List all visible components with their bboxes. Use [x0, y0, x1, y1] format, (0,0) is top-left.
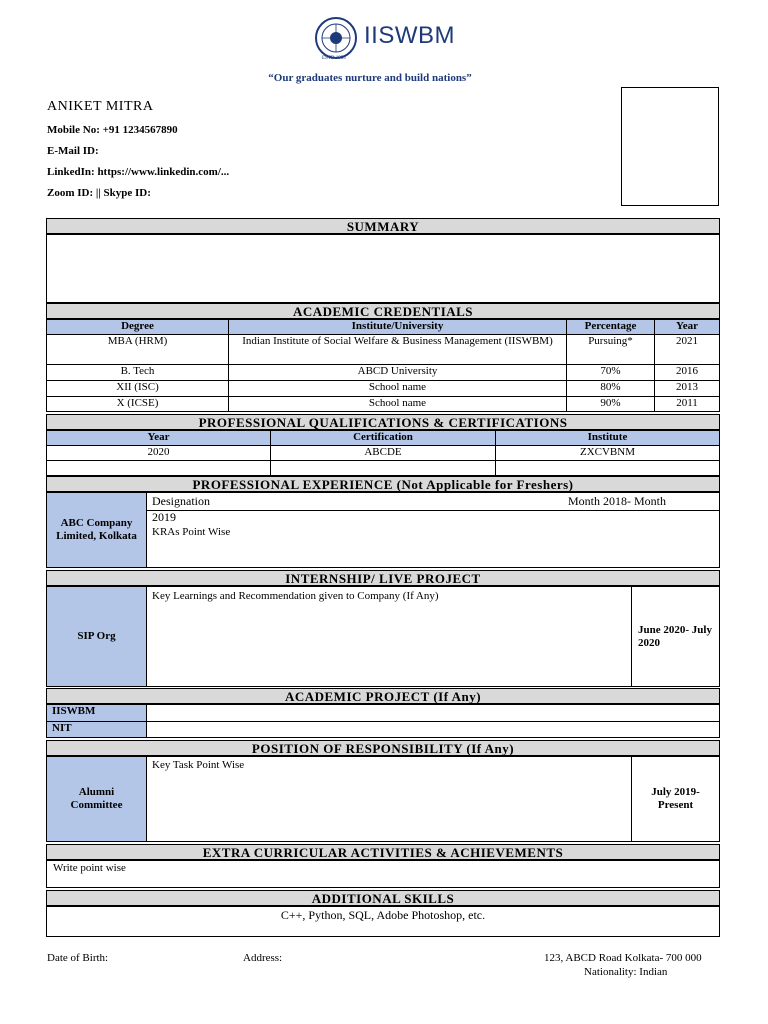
- certifications-heading: PROFESSIONAL QUALIFICATIONS & CERTIFICATIONS: [46, 414, 720, 430]
- experience-block: [46, 492, 720, 568]
- address-label: Address:: [243, 952, 283, 964]
- table-cell: School name: [228, 396, 567, 412]
- col-certification: Certification: [270, 430, 496, 446]
- col-cert-institute: Institute: [495, 430, 720, 446]
- responsibility-details-box: [146, 756, 632, 842]
- academic-project-row-iiswbm: IISWBM: [46, 704, 147, 722]
- internship-details: Key Learnings and Recommendation given to Company (If Any): [152, 590, 439, 602]
- table-cell: ABCDE: [270, 445, 496, 461]
- seal-icon: [314, 16, 358, 60]
- experience-company: ABC Company Limited, Kolkata: [46, 492, 147, 568]
- table-cell: X (ICSE): [46, 396, 229, 412]
- tagline: “Our graduates nurture and build nations”: [268, 72, 472, 84]
- col-percentage: Percentage: [566, 319, 655, 335]
- table-cell: 2020: [46, 445, 271, 461]
- email-id: E-Mail ID:: [47, 145, 99, 157]
- table-cell: 2021: [654, 334, 720, 365]
- experience-designation-row: [146, 492, 720, 511]
- col-degree: Degree: [46, 319, 229, 335]
- col-year: Year: [654, 319, 720, 335]
- experience-period-end: 2019: [152, 510, 176, 524]
- experience-details: [146, 510, 720, 568]
- table-cell: School name: [228, 380, 567, 397]
- table-cell: MBA (HRM): [46, 334, 229, 365]
- skills-box: [46, 906, 720, 937]
- table-cell-empty: [270, 460, 496, 476]
- responsibility-heading: POSITION OF RESPONSIBILITY (If Any): [46, 740, 720, 756]
- table-cell: 80%: [566, 380, 655, 397]
- responsibility-period: July 2019- Present: [631, 756, 720, 842]
- table-cell: 2011: [654, 396, 720, 412]
- zoom-skype-id: Zoom ID: || Skype ID:: [47, 187, 151, 199]
- table-cell: 70%: [566, 364, 655, 381]
- col-institute: Institute/University: [228, 319, 567, 335]
- responsibility-role: Alumni Committee: [46, 756, 147, 842]
- academic-table: [46, 319, 720, 412]
- table-cell-empty: [495, 460, 720, 476]
- address-value: 123, ABCD Road Kolkata- 700 000: [544, 952, 702, 964]
- table-cell: Indian Institute of Social Welfare & Business Management (IISWBM): [228, 334, 567, 365]
- internship-org: SIP Org: [46, 586, 147, 687]
- table-cell-empty: [46, 460, 271, 476]
- institute-logo: [314, 16, 464, 64]
- academic-heading: ACADEMIC CREDENTIALS: [46, 303, 720, 319]
- nationality: Nationality: Indian: [584, 966, 668, 978]
- internship-period: June 2020- July 2020: [631, 586, 720, 687]
- mobile-number: Mobile No: +91 1234567890: [47, 124, 178, 136]
- table-cell: 2013: [654, 380, 720, 397]
- photo-placeholder: [621, 87, 719, 206]
- academic-project-row-nit: NIT: [46, 721, 147, 738]
- table-cell: ABCD University: [228, 364, 567, 381]
- table-cell: XII (ISC): [46, 380, 229, 397]
- academic-project-table: [46, 704, 720, 738]
- linkedin-url: LinkedIn: https://www.linkedin.com/...: [47, 166, 230, 178]
- summary-box: [46, 234, 720, 303]
- table-cell: ZXCVBNM: [495, 445, 720, 461]
- skills-text: C++, Python, SQL, Adobe Photoshop, etc.: [280, 908, 486, 922]
- academic-project-heading: ACADEMIC PROJECT (If Any): [46, 688, 720, 704]
- summary-heading: SUMMARY: [46, 218, 720, 234]
- table-cell-empty: [146, 704, 720, 722]
- candidate-name: ANIKET MITRA: [47, 99, 154, 114]
- table-cell: 90%: [566, 396, 655, 412]
- experience-kras: KRAs Point Wise: [152, 526, 231, 538]
- certifications-table: [46, 430, 720, 476]
- internship-block: [46, 586, 720, 687]
- experience-heading: PROFESSIONAL EXPERIENCE (Not Applicable for Freshers): [46, 476, 720, 492]
- table-cell: 2016: [654, 364, 720, 381]
- extra-heading: EXTRA CURRICULAR ACTIVITIES & ACHIEVEMENTS: [46, 844, 720, 860]
- internship-heading: INTERNSHIP/ LIVE PROJECT: [46, 570, 720, 586]
- date-of-birth: Date of Birth:: [47, 952, 109, 964]
- logo-text: IISWBM: [364, 22, 455, 49]
- table-cell-empty: [146, 721, 720, 738]
- responsibility-block: [46, 756, 720, 842]
- logo-estd: ESTD 1953: [322, 56, 346, 61]
- internship-details-box: [146, 586, 632, 687]
- responsibility-details: Key Task Point Wise: [152, 759, 245, 771]
- skills-heading: ADDITIONAL SKILLS: [46, 890, 720, 906]
- col-cert-year: Year: [46, 430, 271, 446]
- extra-text: Write point wise: [53, 862, 126, 874]
- table-cell: Pursuing*: [566, 334, 655, 365]
- extra-box: [46, 860, 720, 888]
- experience-designation: Designation: [152, 494, 210, 508]
- table-cell: B. Tech: [46, 364, 229, 381]
- experience-period: Month 2018- Month: [568, 494, 667, 508]
